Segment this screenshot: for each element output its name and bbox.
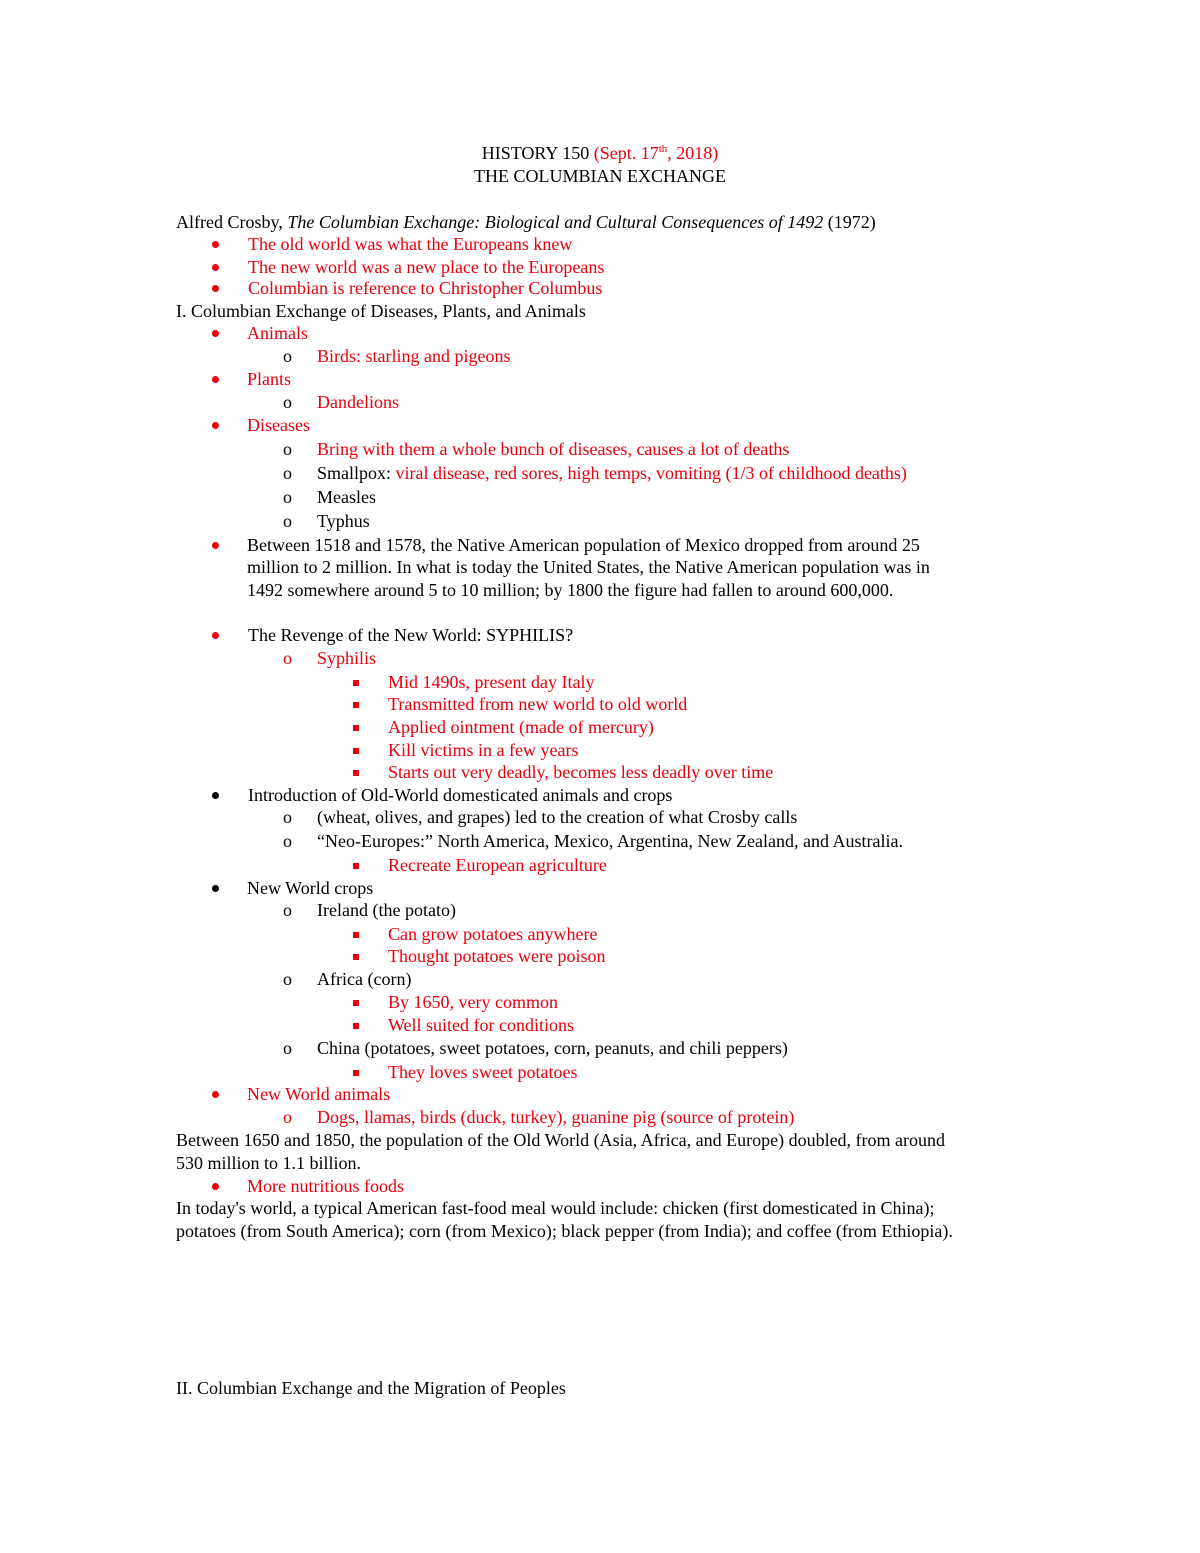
africa-point: Well suited for conditions (388, 1015, 575, 1035)
intro-bullet: Columbian is reference to Christopher Columbus (248, 278, 603, 298)
new-world-animals-item: New World animals (247, 1084, 391, 1104)
sub-bullet-icon: o (283, 900, 292, 920)
china-point: They loves sweet potatoes (388, 1062, 578, 1082)
ireland-point: Can grow potatoes anywhere (388, 924, 598, 944)
plants-item: Plants (247, 369, 292, 389)
course-name: HISTORY 150 (481, 143, 590, 163)
neo-europes-line: “Neo-Europes:” North America, Mexico, Argentina, New Zealand, and Australia. (317, 831, 903, 851)
document-title: THE COLUMBIAN EXCHANGE (474, 166, 726, 186)
sub-bullet-icon: o (283, 346, 292, 366)
sub-bullet-icon: o (283, 831, 292, 851)
animals-item: Animals (247, 323, 308, 343)
wheat-line: (wheat, olives, and grapes) led to the creation of what Crosby calls (317, 807, 798, 827)
sub-bullet-icon: o (283, 439, 292, 459)
sub-bullet-icon: o (283, 392, 292, 412)
syphilis-point: Mid 1490s, present day Italy (388, 672, 595, 692)
book-title: The Columbian Exchange: Biological and Cultural Consequences of 1492 (287, 212, 824, 232)
today-line: In today's world, a typical American fast-food meal would include: chicken (first domesticated in China); (176, 1198, 935, 1218)
sub-bullet-icon: o (283, 511, 292, 531)
source-citation: Alfred Crosby, The Columbian Exchange: Biological and Cultural Consequences of 1492 (1972) (176, 212, 876, 232)
sub-bullet-icon: o (283, 463, 292, 483)
old-world-intro-item: Introduction of Old-World domesticated animals and crops (248, 785, 673, 805)
new-world-crops-item: New World crops (247, 878, 374, 898)
ireland-point: Thought potatoes were poison (388, 946, 606, 966)
syphilis-point: Starts out very deadly, becomes less deadly over time (388, 762, 774, 782)
course-heading (0, 142, 1200, 164)
today-line: potatoes (from South America); corn (from Mexico); black pepper (from India); and coffee (from Ethiopia). (176, 1221, 953, 1241)
recreate-point: Recreate European agriculture (388, 855, 607, 875)
diseases-item: Diseases (247, 415, 310, 435)
syphilis-point: Transmitted from new world to old world (388, 694, 688, 714)
old-world-population-line: 530 million to 1.1 billion. (176, 1153, 362, 1173)
sub-bullet-icon: o (283, 487, 292, 507)
sub-bullet-icon: o (283, 807, 292, 827)
ireland-item: Ireland (the potato) (317, 900, 456, 920)
measles-item: Measles (317, 487, 376, 507)
lecture-date: (Sept. 17th, 2018) (593, 143, 719, 163)
diseases-sub-item: Bring with them a whole bunch of diseases, causes a lot of deaths (317, 439, 790, 459)
section-2-heading: II. Columbian Exchange and the Migration of Peoples (176, 1378, 566, 1398)
nutritious-item: More nutritious foods (247, 1176, 404, 1196)
africa-item: Africa (corn) (317, 969, 412, 989)
syphilis-item: Syphilis (317, 648, 377, 668)
population-line: Between 1518 and 1578, the Native American population of Mexico dropped from around 25 (247, 535, 920, 555)
sub-bullet-icon: o (283, 648, 292, 668)
plants-sub-item: Dandelions (317, 392, 399, 412)
china-item: China (potatoes, sweet potatoes, corn, peanuts, and chili peppers) (317, 1038, 788, 1058)
intro-bullet: The new world was a new place to the Europeans (248, 257, 605, 277)
animals-sub-item: Birds: starling and pigeons (317, 346, 511, 366)
sub-bullet-icon: o (283, 969, 292, 989)
typhus-item: Typhus (317, 511, 370, 531)
syphilis-point: Kill victims in a few years (388, 740, 579, 760)
intro-bullet: The old world was what the Europeans knew (248, 234, 573, 254)
sub-bullet-icon: o (283, 1107, 292, 1127)
africa-point: By 1650, very common (388, 992, 558, 1012)
population-line: 1492 somewhere around 5 to 10 million; by 1800 the figure had fallen to around 600,000. (247, 580, 894, 600)
section-1-heading: I. Columbian Exchange of Diseases, Plants, and Animals (176, 301, 586, 321)
population-line: million to 2 million. In what is today the United States, the Native American population was in (247, 557, 930, 577)
sub-bullet-icon: o (283, 1038, 292, 1058)
syphilis-point: Applied ointment (made of mercury) (388, 717, 654, 737)
smallpox-item: Smallpox: viral disease, red sores, high temps, vomiting (1/3 of childhood deaths) (317, 463, 907, 483)
animals-list-item: Dogs, llamas, birds (duck, turkey), guanine pig (source of protein) (317, 1107, 795, 1127)
old-world-population-line: Between 1650 and 1850, the population of the Old World (Asia, Africa, and Europe) doubled, from around (176, 1130, 946, 1150)
revenge-item: The Revenge of the New World: SYPHILIS? (248, 625, 574, 645)
